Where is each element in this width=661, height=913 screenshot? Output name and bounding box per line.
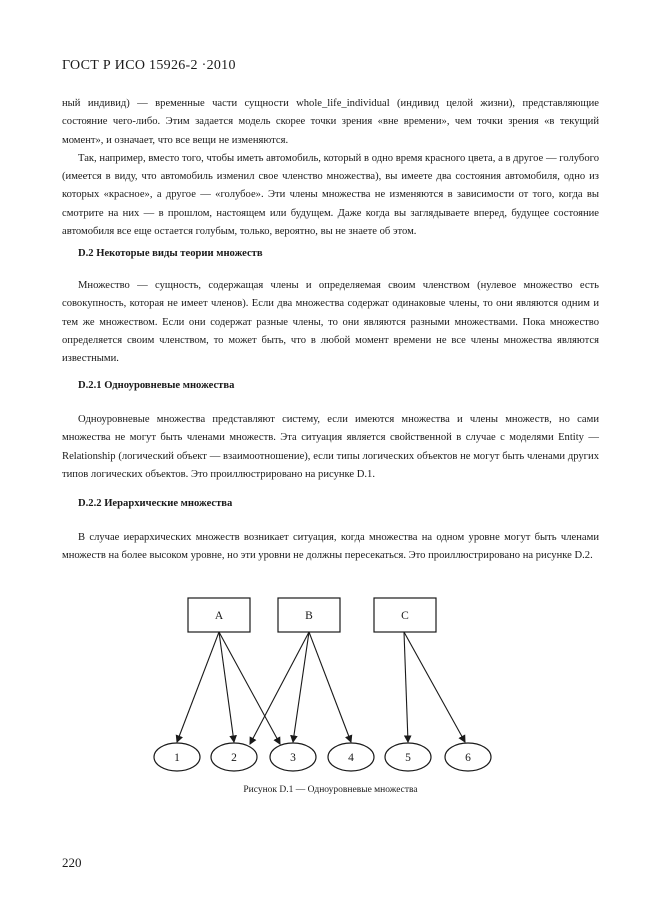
member-5-label: 5 [405,752,411,764]
text-block-d22 [62,529,599,566]
membership-arrow [404,632,408,742]
document-header: ГОСТ Р ИСО 15926-2 ·2010 [62,58,236,73]
membership-arrow [293,632,309,742]
membership-arrow [309,632,351,742]
text-block-d2 [62,277,599,368]
paragraph: Множество — сущность, содержащая члены и определяемая своим членством (нулевое множество есть совокупность, которая не имеет членов). Если два множества содержат одинаковые члены, то они являются одним и тем же множеством. Если они содержат разные члены, то они являются разными множествами. Пока множество определяется своим членством, то может быть, что в любой момент времени не все члены множества являются известными. [62,280,599,365]
member-2-label: 2 [231,752,237,764]
figure-caption: Рисунок D.1 — Одноуровневые множества [243,785,418,795]
page-number: 220 [62,855,82,870]
paragraph: Одноуровневые множества представляют систему, если имеются множества и члены множеств, но сами множества не могут быть членами множеств. Эта ситуация является свойственной в случае с моделями Entity — Relationship (логический объект — взаимоотношение), если типы логических объектов не могут быть членами других типов логических объектов. Это проиллюстрировано на рисунке D.1. [62,414,599,480]
membership-arrow [250,632,309,744]
section-heading: D.2.2 Иерархические множества [78,498,233,509]
member-4-label: 4 [348,752,354,764]
paragraph: В случае иерархических множеств возникает ситуация, когда множества на одном уровне могут быть членами множеств на более высоком уровне, но эти уровни не должны пересекаться. Это проиллюстрировано на рисунке D.2. [62,532,599,562]
section-heading: D.2 Некоторые виды теории множеств [78,248,263,259]
set-b-label: B [305,610,313,622]
single-level-sets-diagram [0,590,661,780]
membership-arrow [219,632,234,742]
member-6-label: 6 [465,752,471,764]
set-c-label: C [401,610,409,622]
set-a-label: A [214,610,224,622]
membership-arrow [404,632,465,742]
section-heading: D.2.1 Одноуровневые множества [78,380,235,391]
paragraph: ный индивид) — временные части сущности whole_life_individual (индивид целой жизни), представляющие состояние чего-либо. Этим задается модель скорее точки зрения «вне времени», чем точки зрения «в текущий момент», и означает, что все вещи не изменяются. [62,98,599,146]
figure-d1 [0,590,661,780]
text-block-intro [62,95,599,241]
membership-arrow [219,632,280,744]
member-3-label: 3 [290,752,296,764]
member-1-label: 1 [174,752,180,764]
paragraph: Так, например, вместо того, чтобы иметь автомобиль, который в одно время красного цвета, а в другое — голубого (имеется в виду, что автомобиль изменил свое членство множества), вы имеете два состояния автомобиля, одно из которых «красное», а другое — «голубое». Эти члены множества не изменяются в зависимости от того, когда вы смотрите на них — в прошлом, настоящем или будущем. Даже когда вы заглядываете вперед, будущее состояние автомобиля все еще остается голубым, только, вероятно, вы не знаете об этом. [62,152,599,238]
membership-arrow [177,632,219,742]
text-block-d21 [62,411,599,484]
